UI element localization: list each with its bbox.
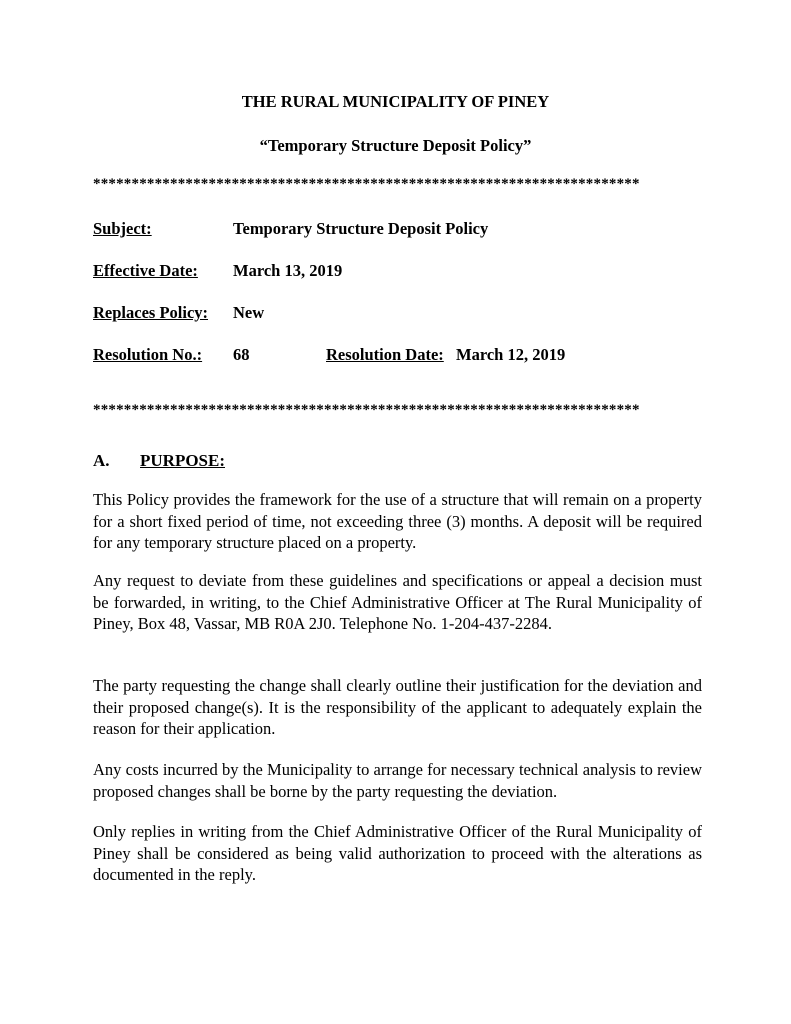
paragraph-authorization: Only replies in writing from the Chief Administrative Officer of the Rural Municipality of Piney shall be considered as being valid authorization to proceed with the alterations as documented in the reply. bbox=[93, 822, 702, 884]
subject-label: Subject: bbox=[93, 219, 152, 238]
separator-bottom: *********************************************************************** bbox=[93, 402, 640, 418]
replaces-policy-label: Replaces Policy: bbox=[93, 303, 209, 322]
replaces-policy-value: New bbox=[233, 303, 265, 322]
resolution-date-value: March 12, 2019 bbox=[456, 345, 566, 364]
separator-top: *********************************************************************** bbox=[93, 176, 640, 192]
resolution-number-value: 68 bbox=[233, 345, 250, 364]
effective-date-value: March 13, 2019 bbox=[233, 261, 343, 280]
organization-heading: THE RURAL MUNICIPALITY OF PINEY bbox=[241, 92, 550, 111]
policy-title: “Temporary Structure Deposit Policy” bbox=[259, 136, 532, 155]
section-number: A. bbox=[93, 451, 110, 470]
paragraph-justification: The party requesting the change shall clearly outline their justification for the deviation and their proposed change(s). It is the responsibility of the applicant to adequately explain the reason for their application. bbox=[93, 676, 702, 738]
subject-value: Temporary Structure Deposit Policy bbox=[233, 219, 489, 238]
paragraph-costs: Any costs incurred by the Municipality to arrange for necessary technical analysis to review proposed changes shall be borne by the party requesting the deviation. bbox=[93, 760, 702, 801]
section-title: PURPOSE: bbox=[140, 451, 225, 470]
resolution-number-label: Resolution No.: bbox=[93, 345, 203, 364]
resolution-date-label: Resolution Date: bbox=[326, 345, 444, 364]
effective-date-label: Effective Date: bbox=[93, 261, 198, 280]
paragraph-purpose: This Policy provides the framework for the use of a structure that will remain on a property for a short fixed period of time, not exceeding three (3) months. A deposit will be required for any temporary structure placed on a property. bbox=[93, 490, 702, 552]
paragraph-appeal: Any request to deviate from these guidelines and specifications or appeal a decision must be forwarded, in writing, to the Chief Administrative Officer at The Rural Municipality of Piney, Box 48, Vassar, MB R0A 2J0. Telephone No. 1-204-437-2284. bbox=[93, 571, 702, 633]
